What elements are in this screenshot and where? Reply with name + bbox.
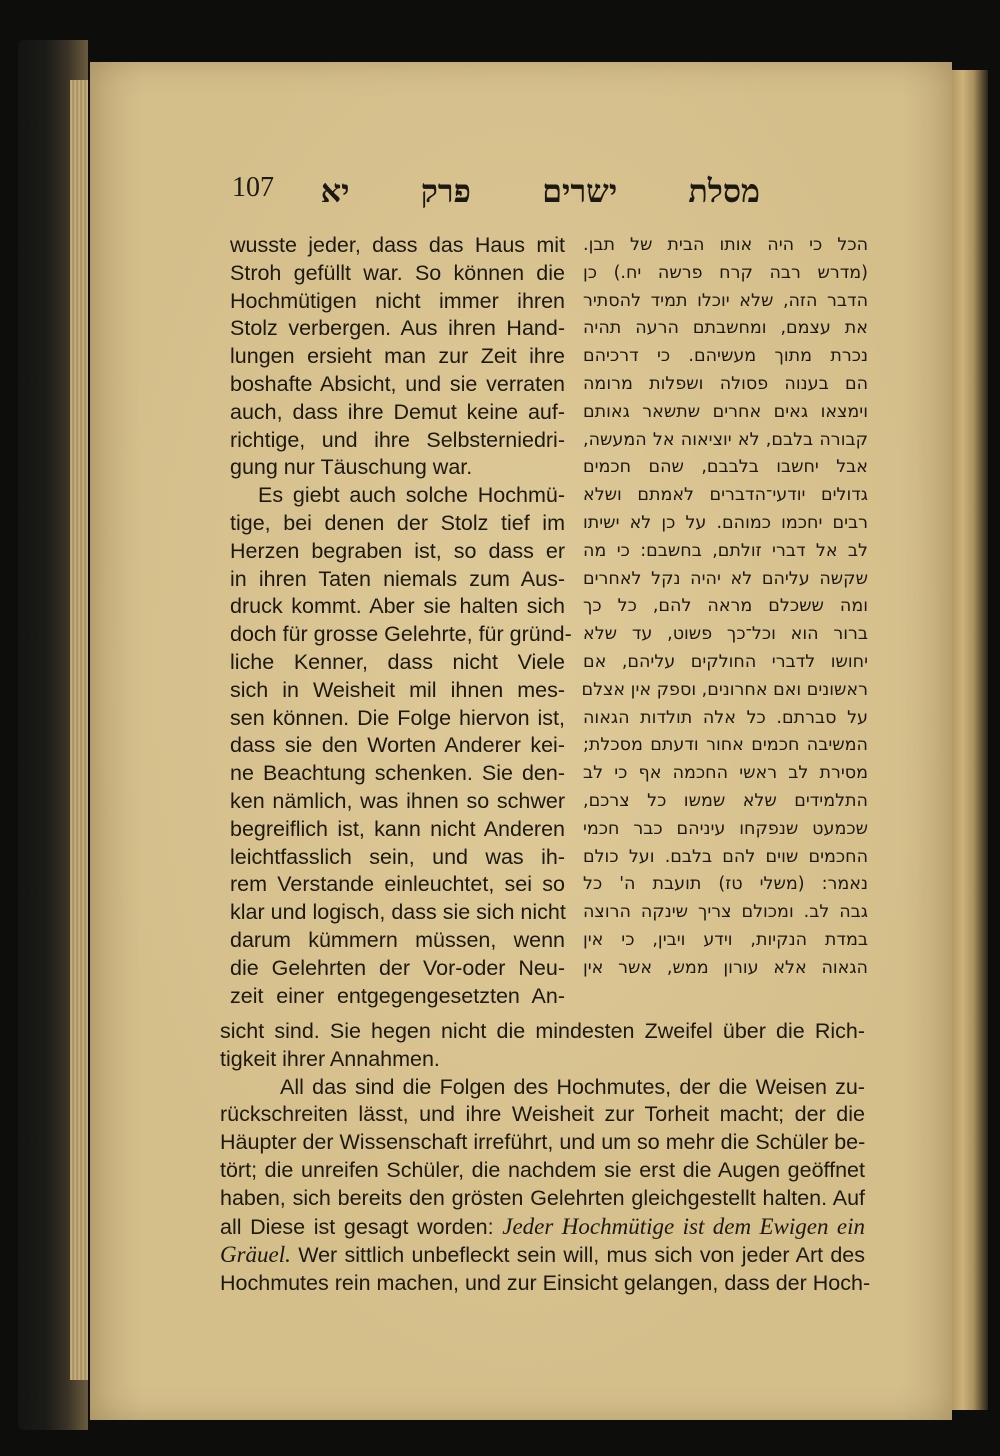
text-line: dass sie den Worten Anderer kei-: [230, 733, 565, 758]
text-line: קבורה בלבם, לא יוציאוה אל המעשה,: [583, 429, 868, 450]
text-line: Häupter der Wissenschaft irreführt, und um so mehr die Schüler be-: [220, 1130, 866, 1155]
text-line: sich in Weisheit mil ihnen mes-: [230, 677, 565, 702]
text-line: auch, dass ihre Demut keine auf-: [230, 399, 565, 424]
text-line: die Gelehrten der Vor-oder Neu-: [230, 955, 565, 980]
text-line: הדבר הזה, שלא יוכלו תמיד להסתיר: [583, 290, 868, 311]
page-number: 107: [232, 172, 274, 203]
text-line: haben, sich bereits den grösten Gelehrten gleichgestellt halten. Auf: [220, 1185, 865, 1210]
text-line: tigkeit ihrer Annahmen.: [220, 1046, 440, 1071]
text-fragment: all Diese ist gesagt worden:: [220, 1214, 494, 1239]
text-line: sen können. Die Folge hiervon ist,: [230, 705, 565, 730]
text-line: liche Kenner, dass nicht Viele: [230, 649, 565, 674]
text-line: darum kümmern müssen, wenn: [230, 927, 565, 952]
text-line-quote: [220, 1213, 865, 1242]
text-line: ומה ששכלם מראה להם, כל כך: [583, 596, 868, 617]
text-line: גבה לב. ומכולם צריך שינקה הרוצה: [583, 902, 868, 923]
quote-italic: Gräuel.: [220, 1242, 291, 1268]
text-line: מסירת לב ראשי החכמה אף כי לב: [583, 763, 868, 784]
text-line: שקשה עליהם לא יהיה נקל לאחרים: [583, 568, 868, 589]
text-line: הגאוה אלא עורון ממש, אשר אין: [583, 957, 868, 978]
text-line-quote: [220, 1241, 865, 1270]
text-line: rem Verstande einleuchtet, sei so: [230, 872, 565, 897]
text-line: ken nämlich, was ihnen so schwer: [230, 788, 565, 813]
text-line: Stolz verbergen. Aus ihren Hand-: [230, 316, 565, 341]
text-line: וימצאו גאים אחרים שתשאר גאותם: [583, 401, 868, 422]
running-title: מסלת ישרים פרק יא: [320, 172, 760, 210]
text-line: gung nur Täuschung war.: [230, 455, 473, 480]
text-line: את עצמם, ומחשבתם הרעה תהיה: [583, 318, 868, 339]
text-line: Es giebt auch solche Hochmü-: [258, 483, 565, 508]
text-line: in ihren Taten niemals zum Aus-: [230, 566, 565, 591]
text-line: Hochmutes rein machen, und zur Einsicht gelangen, dass der Hoch-: [220, 1271, 871, 1296]
text-line: החכמים שוים להם בלבם. ועל כולם: [583, 846, 868, 867]
text-line: wusste jeder, dass das Haus mit: [230, 233, 565, 257]
text-line: Herzen begraben ist, so dass er: [230, 538, 565, 563]
text-line: יחושו לדברי החולקים עליהם, אם: [583, 651, 868, 672]
text-line: הם בענוה פסולה ושפלות מרומה: [583, 373, 868, 394]
text-line: klar und logisch, dass sie sich nicht: [230, 900, 566, 925]
text-line: All das sind die Folgen des Hochmutes, der die Weisen zu-: [280, 1074, 865, 1099]
text-line: במדת הנקיות, וידע ויבין, כי אין: [583, 929, 868, 950]
quote-italic: Jeder Hochmütige ist dem Ewigen ein: [502, 1213, 865, 1239]
text-fragment: Wer sittlich unbefleckt sein will, mus sich von jeder Art des: [298, 1243, 866, 1268]
text-line: שכמעט שנפקחו עיניהם כבר חכמי: [583, 818, 868, 839]
text-line: לב אל דברי זולתם, בחשבם: כי מה: [583, 540, 868, 561]
text-line: Stroh gefüllt war. So können die: [230, 260, 565, 285]
text-line: rückschreiten lässt, und ihre Weisheit zur Torheit macht; der die: [220, 1102, 865, 1127]
text-line: על סברתם. כל אלה תולדות הגאוה: [583, 707, 868, 728]
text-line: sicht sind. Sie hegen nicht die mindesten Zweifel über die Rich-: [220, 1019, 865, 1043]
full-width-text: [220, 1018, 871, 1298]
page-header: [228, 172, 768, 216]
text-line: הכל כי היה אותו הבית של תבן.: [583, 235, 868, 255]
text-line: ne Beachtung schenken. Sie den-: [230, 761, 565, 786]
book-binding-left: [18, 40, 88, 1430]
page-edges-right: [952, 70, 988, 1410]
text-line: התלמידים שלא שמשו כל צרכם,: [583, 790, 868, 811]
text-line: doch für grosse Gelehrte, für gründ-: [230, 622, 572, 647]
text-line: lungen ersieht man zur Zeit ihre: [230, 344, 565, 369]
text-line: druck kommt. Aber sie halten sich: [230, 594, 565, 619]
text-line: אבל יחשבו בלבבם, שהם חכמים: [583, 457, 868, 478]
text-line: boshafte Absicht, und sie verraten: [230, 371, 565, 396]
text-line: ראשונים ואם אחרונים, וספק אין אצלם: [581, 679, 868, 700]
text-line: המשיבה חכמים אחור ודעתם מסכלת;: [583, 735, 868, 756]
text-line: Hochmütigen nicht immer ihren: [230, 288, 565, 313]
german-column: [230, 232, 572, 1010]
text-line: נכרת מתוך מעשיהם. כי דרכיהם: [583, 346, 868, 367]
text-line: (מדרש רבה קרח פרשה יח.) כן: [583, 262, 868, 283]
text-line: tört; die unreifen Schüler, die nachdem sie erst die Augen geöffnet: [220, 1157, 865, 1182]
text-line: רבים יחכמו כמוהם. על כן לא ישיתו: [583, 512, 868, 533]
text-line: richtige, und ihre Selbsterniedri-: [230, 427, 565, 452]
hebrew-column: [583, 232, 868, 983]
text-line: ברור הוא וכל־כך פשוט, עד שלא: [583, 624, 868, 645]
text-line: leichtfasslich sein, und was ih-: [230, 844, 565, 869]
text-line: tige, bei denen der Stolz tief im: [230, 510, 565, 535]
text-line: נאמר: (משלי טז) תועבת ה' כל: [583, 874, 868, 895]
text-line: גדולים יודעי־הדברים לאמתם ושלא: [583, 485, 868, 506]
text-line: begreiflich ist, kann nicht Anderen: [230, 816, 565, 841]
text-line: zeit einer entgegengesetzten An-: [230, 983, 565, 1008]
